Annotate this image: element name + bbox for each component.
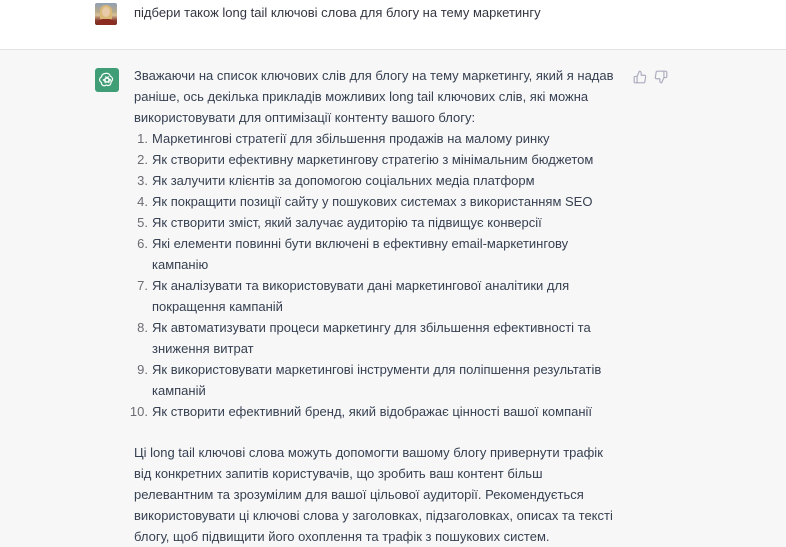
list-item [134, 212, 634, 233]
thumbs-up-button[interactable] [633, 70, 647, 84]
list-item-text: Як автоматизувати процеси маркетингу для збільшення ефективності та зниження витрат [152, 320, 591, 356]
list-number: 10. [129, 404, 148, 419]
list-item-text: Як аналізувати та використовувати дані маркетингової аналітики для покращення кампаній [152, 278, 570, 314]
list-item [134, 233, 634, 275]
list-item [134, 149, 634, 170]
keyword-list [129, 128, 634, 422]
assistant-intro: Зважаючи на список ключових слів для блогу на тему маркетингу, який я надав раніше, ось декілька прикладів можливих long tail ключових слів, які можна використовувати для оптимізації контенту вашого блогу: [134, 68, 614, 125]
list-item-text: Як використовувати маркетингові інструменти для поліпшення результатів кампаній [152, 362, 602, 398]
user-avatar [95, 3, 117, 25]
list-number: 6. [137, 236, 148, 251]
openai-logo-icon [95, 68, 119, 92]
list-item [134, 191, 634, 212]
list-number: 8. [137, 320, 148, 335]
list-item [134, 317, 634, 359]
thumbs-down-button[interactable] [654, 70, 668, 84]
avatar-face [102, 7, 110, 17]
list-number: 1. [137, 131, 148, 146]
list-item [134, 359, 634, 401]
avatar-shirt [97, 19, 115, 25]
assistant-message-content [129, 65, 634, 547]
thumbs-down-icon [654, 70, 668, 84]
list-item-text: Як залучити клієнтів за допомогою соціальних медіа платформ [152, 173, 535, 188]
list-number: 3. [137, 173, 148, 188]
list-item [129, 401, 634, 422]
list-item [134, 275, 634, 317]
user-message-text: підбери також long tail ключові слова для блогу на тему маркетингу [134, 5, 541, 20]
list-number: 4. [137, 194, 148, 209]
list-item-text: Як покращити позиції сайту у пошукових системах з використанням SEO [152, 194, 593, 209]
list-item [134, 128, 634, 149]
assistant-message-row [0, 51, 786, 546]
list-number: 2. [137, 152, 148, 167]
list-number: 5. [137, 215, 148, 230]
user-message-row [0, 0, 786, 50]
list-item [134, 170, 634, 191]
list-item-text: Як створити ефективну маркетингову стратегію з мінімальним бюджетом [152, 152, 594, 167]
list-item-text: Як створити зміст, який залучає аудиторію та підвищує конверсії [152, 215, 542, 230]
thumbs-up-icon [633, 70, 647, 84]
list-number: 9. [137, 362, 148, 377]
list-item-text: Маркетингові стратегії для збільшення продажів на малому ринку [152, 131, 550, 146]
list-item-text: Які елементи повинні бути включені в ефективну email-маркетингову кампанію [152, 236, 569, 272]
list-number: 7. [137, 278, 148, 293]
assistant-outro: Ці long tail ключові слова можуть допомогти вашому блогу привернути трафік від конкретних запитів користувачів, що зробить ваш контент більш релевантним та зрозумілим для вашої цільової аудиторії. Рекомендується використовувати ці ключові слова у заголовках, підзаголовках, описах та тексті блогу, щоб підвищити його охоплення та трафік з пошукових систем. [134, 445, 613, 544]
list-item-text: Як створити ефективний бренд, який відображає цінності вашої компанії [152, 404, 593, 419]
